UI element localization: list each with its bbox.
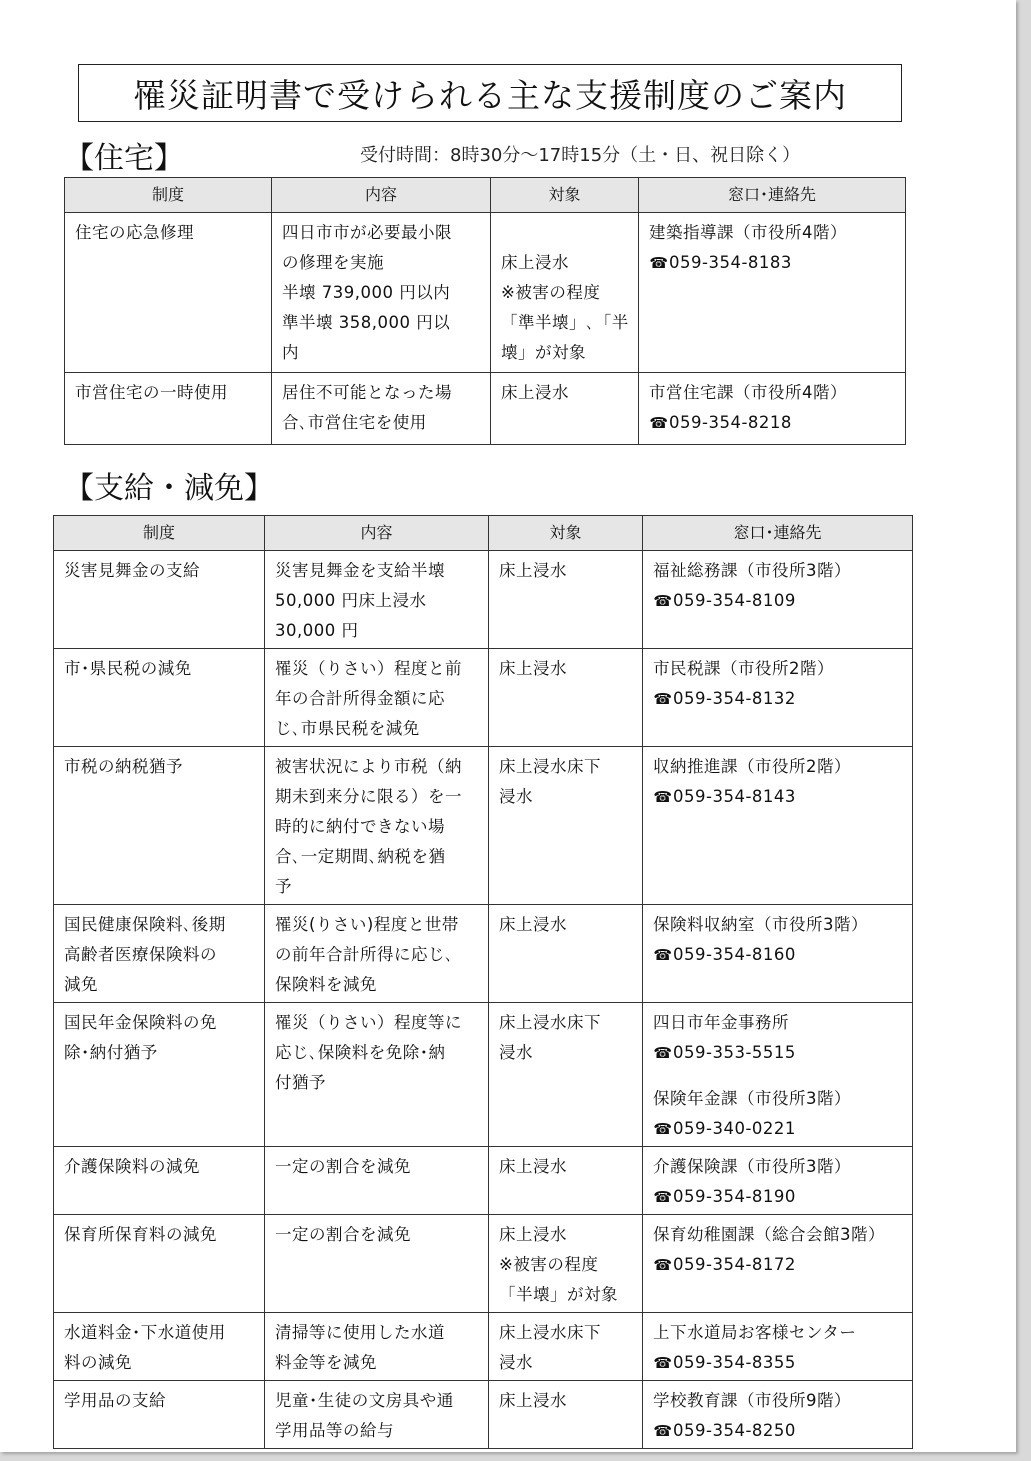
header-content: 内容: [265, 516, 489, 551]
program-target: 床上浸水床下 浸水: [489, 1003, 643, 1147]
program-contact: 介護保険課（市役所3階） ☎059-354-8190: [643, 1147, 913, 1215]
document-title: 罹災証明書で受けられる主な支援制度のご案内: [78, 64, 902, 122]
benefits-heading: 【支給・減免】: [64, 471, 274, 506]
program-content: 清掃等に使用した水道 料金等を減免: [265, 1313, 489, 1381]
table-row: [54, 649, 913, 747]
program-name: 住宅の応急修理: [65, 213, 272, 373]
table-header-row: [65, 178, 906, 213]
program-content: 罹災（りさい）程度と前 年の合計所得金額に応 じ､市県民税を減免: [265, 649, 489, 747]
program-name: 市･県民税の減免: [54, 649, 265, 747]
program-content: 一定の割合を減免: [265, 1147, 489, 1215]
program-contact: 収納推進課（市役所2階） ☎059-354-8143: [643, 747, 913, 905]
program-name: 市営住宅の一時使用: [65, 373, 272, 445]
program-contact: 建築指導課（市役所4階） ☎059-354-8183: [639, 213, 906, 373]
header-program: 制度: [54, 516, 265, 551]
table-row: [54, 1313, 913, 1381]
program-name: 水道料金･下水道使用 料の減免: [54, 1313, 265, 1381]
program-content: 被害状況により市税（納 期未到来分に限る）を一 時的に納付できない場 合､一定期間､納税を猶 予: [265, 747, 489, 905]
header-contact: 窓口･連絡先: [639, 178, 906, 213]
program-name: 学用品の支給: [54, 1381, 265, 1449]
program-target: 床上浸水 ※被害の程度 「半壊」が対象: [489, 1215, 643, 1313]
phone-icon: ☎: [653, 788, 673, 806]
phone-icon: ☎: [649, 254, 669, 272]
phone-icon: ☎: [653, 946, 673, 964]
table-row: [54, 1381, 913, 1449]
header-content: 内容: [272, 178, 491, 213]
phone-number: 059-353-5515: [673, 1043, 796, 1062]
phone-icon: ☎: [653, 1120, 673, 1138]
program-target: 床上浸水: [489, 551, 643, 649]
phone-number: 059-354-8218: [669, 413, 792, 432]
phone-number: 059-354-8355: [673, 1353, 796, 1372]
program-target: 床上浸水床下 浸水: [489, 747, 643, 905]
program-content: 居住不可能となった場 合､市営住宅を使用: [272, 373, 491, 445]
program-contact: 四日市年金事務所 ☎059-353-5515 保険年金課（市役所3階） ☎059-340-0221: [643, 1003, 913, 1147]
program-name: 国民年金保険料の免 除･納付猶予: [54, 1003, 265, 1147]
header-target: 対象: [489, 516, 643, 551]
phone-icon: ☎: [653, 1044, 673, 1062]
program-target: 床上浸水床下 浸水: [489, 1313, 643, 1381]
program-target: 床上浸水: [489, 1147, 643, 1215]
table-row: [54, 551, 913, 649]
phone-number: 059-354-8160: [673, 945, 796, 964]
program-content: 罹災（りさい）程度等に 応じ､保険料を免除･納 付猶予: [265, 1003, 489, 1147]
program-content: 罹災(りさい)程度と世帯 の前年合計所得に応じ､ 保険料を減免: [265, 905, 489, 1003]
program-contact: 保育幼稚園課（総合会館3階） ☎059-354-8172: [643, 1215, 913, 1313]
program-target: 床上浸水 ※被害の程度 「準半壊」､「半 壊」が対象: [491, 213, 639, 373]
phone-number: 059-340-0221: [673, 1119, 796, 1138]
phone-icon: ☎: [653, 592, 673, 610]
phone-number: 059-354-8109: [673, 591, 796, 610]
phone-number: 059-354-8190: [673, 1187, 796, 1206]
program-target: 床上浸水: [491, 373, 639, 445]
table-row: [65, 213, 906, 373]
phone-icon: ☎: [653, 1256, 673, 1274]
program-target: 床上浸水: [489, 649, 643, 747]
phone-number: 059-354-8143: [673, 787, 796, 806]
program-contact: 保険料収納室（市役所3階） ☎059-354-8160: [643, 905, 913, 1003]
header-target: 対象: [491, 178, 639, 213]
program-contact: 学校教育課（市役所9階） ☎059-354-8250: [643, 1381, 913, 1449]
program-contact: 市民税課（市役所2階） ☎059-354-8132: [643, 649, 913, 747]
program-name: 市税の納税猶予: [54, 747, 265, 905]
program-content: 児童･生徒の文房具や通 学用品等の給与: [265, 1381, 489, 1449]
program-content: 災害見舞金を支給半壊 50,000 円床上浸水 30,000 円: [265, 551, 489, 649]
program-name: 災害見舞金の支給: [54, 551, 265, 649]
program-contact: 市営住宅課（市役所4階） ☎059-354-8218: [639, 373, 906, 445]
header-contact: 窓口･連絡先: [643, 516, 913, 551]
phone-icon: ☎: [649, 414, 669, 432]
program-contact: 福祉総務課（市役所3階） ☎059-354-8109: [643, 551, 913, 649]
phone-icon: ☎: [653, 1422, 673, 1440]
table-row: [54, 1215, 913, 1313]
housing-heading: 【住宅】: [64, 141, 184, 176]
program-content: 一定の割合を減免: [265, 1215, 489, 1313]
program-contact: 上下水道局お客様センター ☎059-354-8355: [643, 1313, 913, 1381]
phone-icon: ☎: [653, 690, 673, 708]
program-target: 床上浸水: [489, 905, 643, 1003]
phone-number: 059-354-8183: [669, 253, 792, 272]
reception-hours: 受付時間：8時30分～17時15分（土・日、祝日除く）: [360, 145, 801, 166]
housing-table: [64, 177, 906, 445]
program-target: 床上浸水: [489, 1381, 643, 1449]
phone-number: 059-354-8172: [673, 1255, 796, 1274]
table-row: [54, 747, 913, 905]
program-name: 介護保険料の減免: [54, 1147, 265, 1215]
table-row: [54, 905, 913, 1003]
table-row: [65, 373, 906, 445]
table-header-row: [54, 516, 913, 551]
phone-icon: ☎: [653, 1354, 673, 1372]
program-name: 国民健康保険料､後期 高齢者医療保険料の 減免: [54, 905, 265, 1003]
benefits-table: [53, 515, 913, 1449]
program-name: 保育所保育料の減免: [54, 1215, 265, 1313]
program-content: 四日市市が必要最小限 の修理を実施 半壊 739,000 円以内 準半壊 358,000 円以 内: [272, 213, 491, 373]
phone-number: 059-354-8250: [673, 1421, 796, 1440]
header-program: 制度: [65, 178, 272, 213]
phone-number: 059-354-8132: [673, 689, 796, 708]
table-row: [54, 1147, 913, 1215]
table-row: [54, 1003, 913, 1147]
phone-icon: ☎: [653, 1188, 673, 1206]
